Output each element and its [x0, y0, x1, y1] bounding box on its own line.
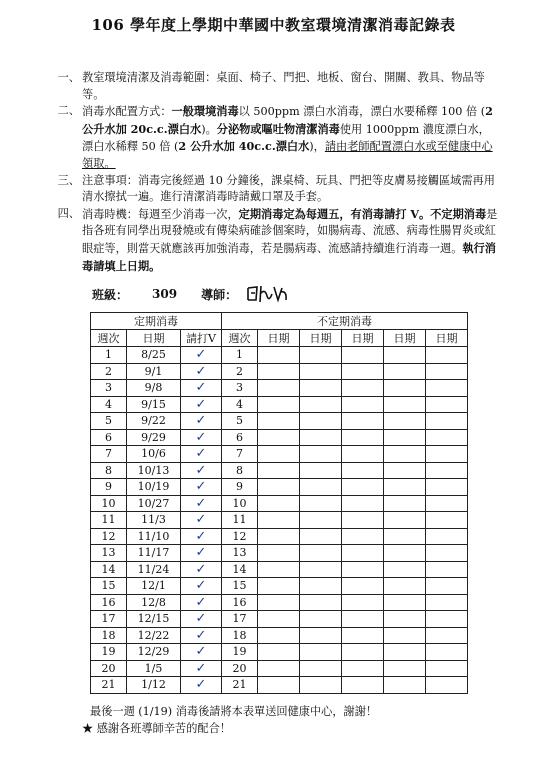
section-number: 一、 — [57, 71, 80, 84]
section-text — [82, 206, 500, 275]
section-number: 三、 — [57, 173, 80, 187]
irregular-week-cell: 18 — [222, 627, 258, 644]
week-cell: 6 — [91, 429, 127, 446]
week-cell: 2 — [91, 363, 127, 380]
date-cell: 9/22 — [127, 413, 181, 430]
instructions — [57, 70, 500, 275]
irregular-week-cell: 9 — [222, 479, 258, 496]
irregular-date-cell — [342, 380, 384, 397]
teacher-label: 導師： — [201, 287, 238, 302]
irregular-date-cell — [384, 677, 426, 694]
irregular-date-cell — [300, 627, 342, 644]
irregular-date-cell — [426, 396, 468, 413]
irregular-date-cell — [426, 644, 468, 661]
irregular-date-cell — [258, 578, 300, 595]
week-cell: 11 — [91, 512, 127, 529]
week-cell: 10 — [91, 495, 127, 512]
irregular-date-cell — [300, 611, 342, 628]
irregular-date-cell — [384, 545, 426, 562]
irregular-date-cell — [300, 429, 342, 446]
irregular-date-cell — [258, 627, 300, 644]
return-note: 最後一週 (1/19) 消毒後請將本表單送回健康中心，謝謝！ — [90, 705, 378, 718]
irregular-date-cell — [258, 644, 300, 661]
irregular-date-cell — [258, 396, 300, 413]
section-text-run: 分泌物或嘔吐物清潔消毒 — [216, 121, 340, 136]
irregular-date-cell — [342, 677, 384, 694]
instruction-section — [57, 70, 500, 103]
irregular-date-cell — [258, 512, 300, 529]
section-text-run: 2 公升水加 20c.c.漂白水 — [82, 104, 493, 136]
date-cell: 11/24 — [127, 561, 181, 578]
irregular-week-cell: 3 — [222, 380, 258, 397]
irregular-date-cell — [384, 429, 426, 446]
check-mark: ✓ — [181, 396, 222, 413]
irregular-date-cell — [384, 512, 426, 529]
week-cell: 13 — [91, 545, 127, 562]
irregular-date-cell — [300, 495, 342, 512]
irregular-date-cell — [426, 413, 468, 430]
irregular-date-cell — [258, 380, 300, 397]
irregular-date-cell — [300, 396, 342, 413]
table-row — [91, 545, 468, 562]
irregular-date-cell — [426, 363, 468, 380]
irregular-week-cell: 7 — [222, 446, 258, 463]
irregular-date-cell — [426, 627, 468, 644]
irregular-date-cell — [300, 462, 342, 479]
section-text-run: 使用 1000ppm 濃度漂白水，漂白水稀釋 50 倍 ( — [82, 122, 490, 154]
irregular-date-cell — [258, 545, 300, 562]
irregular-week-cell: 21 — [222, 677, 258, 694]
section-text — [82, 173, 500, 206]
irregular-date-cell — [300, 446, 342, 463]
irregular-date-cell — [342, 611, 384, 628]
irregular-date-cell — [426, 677, 468, 694]
irregular-week-cell: 20 — [222, 660, 258, 677]
irregular-week-cell: 4 — [222, 396, 258, 413]
irregular-date-cell — [342, 594, 384, 611]
irregular-date-cell — [426, 512, 468, 529]
check-mark: ✓ — [181, 446, 222, 463]
check-mark: ✓ — [181, 413, 222, 430]
irregular-date-cell — [258, 677, 300, 694]
date-cell: 12/8 — [127, 594, 181, 611]
irregular-week-cell: 12 — [222, 528, 258, 545]
col-check: 請打V — [181, 330, 222, 347]
irregular-date-cell — [426, 495, 468, 512]
table-row — [91, 380, 468, 397]
table-row — [91, 396, 468, 413]
instruction-section — [57, 206, 500, 275]
date-cell: 9/15 — [127, 396, 181, 413]
irregular-date-cell — [426, 429, 468, 446]
check-mark: ✓ — [181, 545, 222, 562]
irregular-week-cell: 15 — [222, 578, 258, 595]
week-cell: 15 — [91, 578, 127, 595]
irregular-date-cell — [342, 660, 384, 677]
irregular-date-cell — [258, 479, 300, 496]
irregular-date-cell — [300, 677, 342, 694]
irregular-date-cell — [342, 495, 384, 512]
section-text-run: 消毒時機：每週至少消毒一次， — [82, 207, 239, 221]
instruction-section — [57, 173, 500, 206]
irregular-date-cell — [384, 462, 426, 479]
check-mark: ✓ — [181, 479, 222, 496]
week-cell: 7 — [91, 446, 127, 463]
irregular-date-cell — [384, 495, 426, 512]
irregular-date-cell — [342, 413, 384, 430]
check-mark: ✓ — [181, 512, 222, 529]
section-text-run: 定期消毒定為每週五，有消毒請打 V。 — [238, 206, 431, 221]
irregular-date-cell — [384, 644, 426, 661]
irregular-date-cell — [300, 578, 342, 595]
irregular-date-cell — [426, 611, 468, 628]
section-text-run: 執行消毒請填上日期。 — [82, 240, 496, 273]
col-irregular-date: 日期 — [300, 330, 342, 347]
irregular-date-cell — [342, 644, 384, 661]
check-mark: ✓ — [181, 677, 222, 694]
irregular-date-cell — [300, 594, 342, 611]
class-value: 309 — [152, 287, 178, 301]
irregular-week-cell: 2 — [222, 363, 258, 380]
disinfection-log-table — [90, 312, 468, 694]
irregular-date-cell — [384, 396, 426, 413]
irregular-date-cell — [384, 446, 426, 463]
irregular-date-cell — [258, 611, 300, 628]
table-row — [91, 561, 468, 578]
irregular-date-cell — [258, 446, 300, 463]
week-cell: 8 — [91, 462, 127, 479]
irregular-date-cell — [342, 462, 384, 479]
table-row — [91, 479, 468, 496]
date-cell: 12/15 — [127, 611, 181, 628]
table-row — [91, 578, 468, 595]
check-mark: ✓ — [181, 644, 222, 661]
irregular-date-cell — [384, 528, 426, 545]
irregular-date-cell — [426, 561, 468, 578]
irregular-week-cell: 19 — [222, 644, 258, 661]
irregular-date-cell — [384, 363, 426, 380]
irregular-date-cell — [426, 578, 468, 595]
section-text — [82, 70, 500, 103]
table-row — [91, 413, 468, 430]
irregular-date-cell — [342, 347, 384, 364]
irregular-date-cell — [384, 627, 426, 644]
section-text-run: 教室環境清潔及消毒範圍：桌面、椅子、門把、地板、窗台、開關、教具、物品等等。 — [82, 71, 485, 101]
table-row — [91, 512, 468, 529]
irregular-week-cell: 5 — [222, 413, 258, 430]
irregular-date-cell — [258, 462, 300, 479]
check-mark: ✓ — [181, 528, 222, 545]
table-row — [91, 495, 468, 512]
col-irregular-date: 日期 — [426, 330, 468, 347]
irregular-date-cell — [258, 594, 300, 611]
section-text-run: 不定期消毒 — [430, 206, 487, 221]
irregular-date-cell — [384, 611, 426, 628]
check-mark: ✓ — [181, 660, 222, 677]
irregular-week-cell: 1 — [222, 347, 258, 364]
section-text-run: 以 500ppm 漂白水消毒，漂白水要稀釋 100 倍 ( — [238, 105, 486, 119]
irregular-date-cell — [384, 479, 426, 496]
date-cell: 8/25 — [127, 347, 181, 364]
irregular-date-cell — [300, 528, 342, 545]
irregular-date-cell — [300, 545, 342, 562]
table-row — [91, 363, 468, 380]
irregular-date-cell — [342, 545, 384, 562]
irregular-week-cell: 8 — [222, 462, 258, 479]
date-cell: 12/29 — [127, 644, 181, 661]
col-week: 週次 — [91, 330, 127, 347]
irregular-date-cell — [426, 347, 468, 364]
table-row — [91, 429, 468, 446]
section-text-run: 2 公升水加 40c.c.漂白水 — [178, 139, 310, 154]
section-text-run: )。 — [201, 122, 217, 136]
irregular-date-cell — [300, 660, 342, 677]
date-cell: 11/10 — [127, 528, 181, 545]
section-text-run: 是指各班有同學出現發燒或有傳染病確診個案時，如腸病毒、流感、病毒性腸胃炎或紅眼症等，則當天就應該再加強消毒，若是腸病毒、流感請持續進行消毒一週。 — [82, 207, 498, 255]
date-cell: 10/19 — [127, 479, 181, 496]
section-text-run: 消毒水配置方式： — [82, 105, 172, 119]
check-mark: ✓ — [181, 627, 222, 644]
irregular-date-cell — [426, 528, 468, 545]
week-cell: 19 — [91, 644, 127, 661]
irregular-week-cell: 10 — [222, 495, 258, 512]
table-row — [91, 677, 468, 694]
week-cell: 12 — [91, 528, 127, 545]
irregular-week-cell: 13 — [222, 545, 258, 562]
irregular-date-cell — [342, 429, 384, 446]
check-mark: ✓ — [181, 462, 222, 479]
week-cell: 16 — [91, 594, 127, 611]
check-mark: ✓ — [181, 611, 222, 628]
section-text-run: 一般環境消毒 — [171, 104, 239, 119]
irregular-date-cell — [426, 545, 468, 562]
week-cell: 18 — [91, 627, 127, 644]
thanks-note: ★ 感謝各班導師辛苦的配合！ — [82, 722, 231, 735]
check-mark: ✓ — [181, 380, 222, 397]
irregular-week-cell: 17 — [222, 611, 258, 628]
irregular-date-cell — [300, 380, 342, 397]
table-row — [91, 462, 468, 479]
date-cell: 1/12 — [127, 677, 181, 694]
section-number: 四、 — [57, 206, 80, 220]
col-irregular-date: 日期 — [342, 330, 384, 347]
section-text-run: 請由老師配置漂白水或至健康中心領取。 — [82, 140, 493, 170]
check-mark: ✓ — [181, 429, 222, 446]
irregular-date-cell — [342, 561, 384, 578]
date-cell: 9/1 — [127, 363, 181, 380]
check-mark: ✓ — [181, 495, 222, 512]
irregular-date-cell — [426, 446, 468, 463]
date-cell: 11/3 — [127, 512, 181, 529]
irregular-date-cell — [426, 594, 468, 611]
irregular-date-cell — [342, 446, 384, 463]
col-irregular-week: 週次 — [222, 330, 258, 347]
document-title: 106 學年度上學期中華國中教室環境清潔消毒記錄表 — [91, 16, 456, 34]
irregular-date-cell — [384, 594, 426, 611]
irregular-date-cell — [258, 429, 300, 446]
week-cell: 9 — [91, 479, 127, 496]
irregular-date-cell — [258, 528, 300, 545]
table-row — [91, 594, 468, 611]
instruction-section — [57, 103, 500, 172]
date-cell: 9/29 — [127, 429, 181, 446]
teacher-signature — [245, 282, 291, 306]
irregular-date-cell — [300, 644, 342, 661]
section-text-run: )， — [309, 140, 325, 154]
week-cell: 3 — [91, 380, 127, 397]
table-row — [91, 644, 468, 661]
date-cell: 9/8 — [127, 380, 181, 397]
irregular-date-cell — [426, 479, 468, 496]
table-row — [91, 347, 468, 364]
irregular-date-cell — [384, 578, 426, 595]
class-teacher-line — [92, 282, 392, 306]
irregular-date-cell — [258, 363, 300, 380]
irregular-date-cell — [258, 413, 300, 430]
col-irregular-date: 日期 — [258, 330, 300, 347]
week-cell: 14 — [91, 561, 127, 578]
section-number: 二、 — [57, 104, 80, 118]
irregular-date-cell — [384, 347, 426, 364]
check-mark: ✓ — [181, 561, 222, 578]
irregular-date-cell — [258, 347, 300, 364]
date-cell: 12/22 — [127, 627, 181, 644]
irregular-date-cell — [258, 660, 300, 677]
date-cell: 10/13 — [127, 462, 181, 479]
table-row — [91, 660, 468, 677]
section-text-run: 注意事項：消毒完後經過 10 分鐘後，課桌椅、玩具、門把等皮膚易接觸區域需再用清水擦拭一遍。進行清潔消毒時請戴口罩及手套。 — [82, 173, 495, 204]
irregular-week-cell: 16 — [222, 594, 258, 611]
irregular-week-cell: 11 — [222, 512, 258, 529]
irregular-header: 不定期消毒 — [222, 313, 468, 330]
class-label: 班級： — [92, 287, 129, 302]
check-mark: ✓ — [181, 578, 222, 595]
irregular-date-cell — [258, 561, 300, 578]
irregular-date-cell — [384, 413, 426, 430]
irregular-date-cell — [342, 512, 384, 529]
irregular-date-cell — [426, 462, 468, 479]
table-row — [91, 446, 468, 463]
irregular-date-cell — [342, 396, 384, 413]
section-text — [82, 103, 500, 172]
week-cell: 17 — [91, 611, 127, 628]
irregular-date-cell — [342, 479, 384, 496]
week-cell: 5 — [91, 413, 127, 430]
irregular-date-cell — [342, 578, 384, 595]
irregular-date-cell — [342, 528, 384, 545]
date-cell: 1/5 — [127, 660, 181, 677]
week-cell: 1 — [91, 347, 127, 364]
week-cell: 21 — [91, 677, 127, 694]
irregular-date-cell — [426, 660, 468, 677]
date-cell: 10/6 — [127, 446, 181, 463]
table-row — [91, 528, 468, 545]
check-mark: ✓ — [181, 594, 222, 611]
irregular-date-cell — [342, 627, 384, 644]
irregular-date-cell — [342, 363, 384, 380]
irregular-date-cell — [300, 561, 342, 578]
irregular-date-cell — [300, 363, 342, 380]
week-cell: 20 — [91, 660, 127, 677]
week-cell: 4 — [91, 396, 127, 413]
irregular-date-cell — [258, 495, 300, 512]
col-date: 日期 — [127, 330, 181, 347]
date-cell: 10/27 — [127, 495, 181, 512]
table-row — [91, 627, 468, 644]
table-row — [91, 611, 468, 628]
irregular-date-cell — [300, 479, 342, 496]
irregular-date-cell — [384, 660, 426, 677]
irregular-date-cell — [426, 380, 468, 397]
col-irregular-date: 日期 — [384, 330, 426, 347]
irregular-date-cell — [300, 347, 342, 364]
check-mark: ✓ — [181, 363, 222, 380]
regular-header: 定期消毒 — [91, 313, 222, 330]
date-cell: 12/1 — [127, 578, 181, 595]
check-mark: ✓ — [181, 347, 222, 364]
irregular-date-cell — [300, 413, 342, 430]
date-cell: 11/17 — [127, 545, 181, 562]
irregular-date-cell — [300, 512, 342, 529]
irregular-week-cell: 6 — [222, 429, 258, 446]
irregular-date-cell — [384, 561, 426, 578]
irregular-date-cell — [384, 380, 426, 397]
irregular-week-cell: 14 — [222, 561, 258, 578]
